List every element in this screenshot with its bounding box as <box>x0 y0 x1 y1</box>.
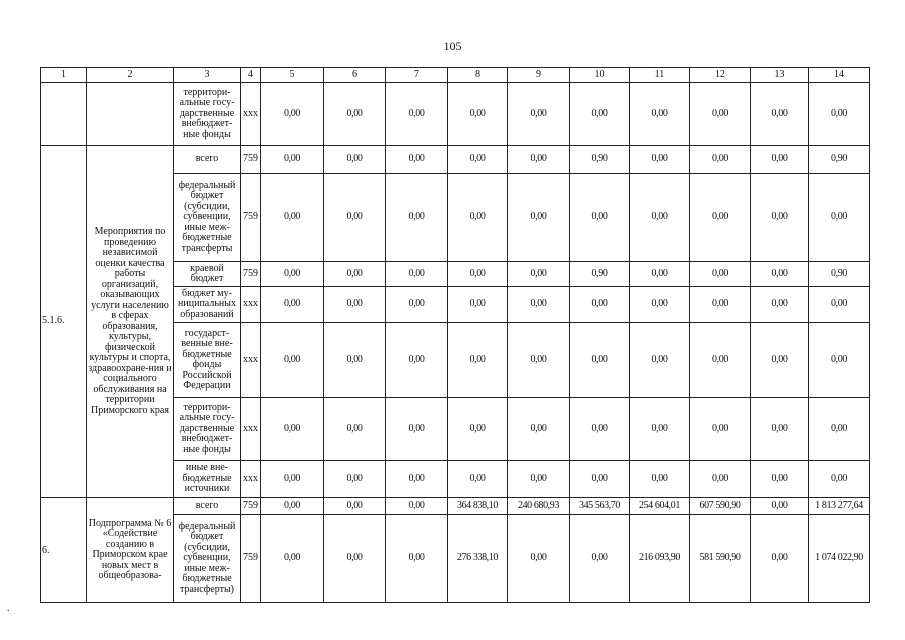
value-cell: 0,00 <box>630 323 690 398</box>
value-cell: 0,90 <box>570 262 630 287</box>
value-cell: 0,00 <box>261 287 324 323</box>
value-cell: 0,00 <box>261 515 324 603</box>
value-cell: 0,00 <box>809 398 870 461</box>
kbk-cell: 759 <box>241 174 261 262</box>
value-cell: 0,00 <box>324 498 386 515</box>
value-cell: 0,00 <box>386 398 448 461</box>
value-cell: 0,00 <box>690 323 751 398</box>
value-cell: 0,00 <box>751 398 809 461</box>
value-cell: 0,00 <box>448 287 508 323</box>
kbk-cell: ххх <box>241 287 261 323</box>
table-row <box>41 146 870 174</box>
value-cell: 0,00 <box>508 262 570 287</box>
source-cell: всего <box>174 146 241 174</box>
value-cell: 0,00 <box>448 146 508 174</box>
value-cell: 0,00 <box>630 262 690 287</box>
header-cell: 7 <box>386 68 448 83</box>
value-cell: 0,00 <box>751 498 809 515</box>
value-cell: 0,00 <box>690 83 751 146</box>
table-row <box>41 498 870 515</box>
value-cell: 0,00 <box>508 287 570 323</box>
value-cell: 0,00 <box>448 262 508 287</box>
row-code-6: 6. <box>41 498 87 603</box>
value-cell: 0,00 <box>751 461 809 498</box>
value-cell: 0,00 <box>386 262 448 287</box>
source-cell: всего <box>174 498 241 515</box>
value-cell: 0,00 <box>448 461 508 498</box>
value-cell: 0,00 <box>570 461 630 498</box>
header-cell: 6 <box>324 68 386 83</box>
value-cell: 0,00 <box>690 287 751 323</box>
header-cell: 14 <box>809 68 870 83</box>
value-cell: 0,90 <box>809 262 870 287</box>
value-cell: 0,00 <box>261 146 324 174</box>
value-cell: 216 093,90 <box>630 515 690 603</box>
value-cell: 0,00 <box>751 515 809 603</box>
value-cell: 607 590,90 <box>690 498 751 515</box>
value-cell: 0,00 <box>324 398 386 461</box>
value-cell: 0,00 <box>690 146 751 174</box>
value-cell: 0,00 <box>448 398 508 461</box>
value-cell: 345 563,70 <box>570 498 630 515</box>
page-number: 105 <box>443 39 462 53</box>
value-cell: 0,00 <box>386 498 448 515</box>
value-cell: 254 604,01 <box>630 498 690 515</box>
value-cell: 0,00 <box>809 174 870 262</box>
value-cell: 0,00 <box>508 146 570 174</box>
source-cell: иные вне-бюджетные источники <box>174 461 241 498</box>
value-cell: 0,00 <box>570 83 630 146</box>
value-cell: 0,00 <box>324 146 386 174</box>
value-cell: 0,00 <box>386 287 448 323</box>
value-cell: 0,00 <box>570 515 630 603</box>
header-cell: 12 <box>690 68 751 83</box>
value-cell: 0,00 <box>630 83 690 146</box>
header-row <box>41 68 870 83</box>
value-cell: 0,00 <box>630 461 690 498</box>
source-cell: федеральный бюджет (субсидии, субвенции, иные меж-бюджетные трансферты) <box>174 515 241 603</box>
value-cell: 0,00 <box>448 174 508 262</box>
value-cell: 0,00 <box>508 515 570 603</box>
source-cell: государст-венные вне-бюджетные фонды Российской Федерации <box>174 323 241 398</box>
header-cell: 2 <box>87 68 174 83</box>
value-cell: 0,00 <box>261 262 324 287</box>
kbk-cell: ххх <box>241 83 261 146</box>
value-cell: 0,00 <box>570 287 630 323</box>
value-cell: 0,00 <box>690 174 751 262</box>
row-name-5-1-6: Мероприятия по проведению независимой оценки качества работы организаций, оказывающих услуги населению в сферах образования, культуры, физической культуры и спорта, здравоохране-ния и социального обслуживания на территории Приморского края <box>87 146 174 498</box>
value-cell: 240 680,93 <box>508 498 570 515</box>
header-cell: 1 <box>41 68 87 83</box>
value-cell: 0,00 <box>630 287 690 323</box>
value-cell: 0,00 <box>809 323 870 398</box>
kbk-cell: 759 <box>241 146 261 174</box>
value-cell: 0,00 <box>261 398 324 461</box>
value-cell: 0,00 <box>386 461 448 498</box>
value-cell: 0,00 <box>630 146 690 174</box>
value-cell: 1 074 022,90 <box>809 515 870 603</box>
header-cell: 9 <box>508 68 570 83</box>
value-cell: 0,00 <box>809 461 870 498</box>
header-cell: 13 <box>751 68 809 83</box>
value-cell: 0,00 <box>261 498 324 515</box>
value-cell: 0,00 <box>324 515 386 603</box>
value-cell: 0,00 <box>630 398 690 461</box>
header-cell: 10 <box>570 68 630 83</box>
code-cell <box>41 83 87 146</box>
table-row <box>41 83 870 146</box>
value-cell: 581 590,90 <box>690 515 751 603</box>
value-cell: 0,00 <box>324 174 386 262</box>
value-cell: 0,00 <box>570 323 630 398</box>
row-code-5-1-6: 5.1.6. <box>41 146 87 498</box>
value-cell: 364 838,10 <box>448 498 508 515</box>
value-cell: 0,00 <box>751 146 809 174</box>
value-cell: 0,00 <box>448 323 508 398</box>
kbk-cell: ххх <box>241 461 261 498</box>
header-cell: 11 <box>630 68 690 83</box>
kbk-cell: 759 <box>241 262 261 287</box>
value-cell: 0,00 <box>508 461 570 498</box>
value-cell: 0,00 <box>508 83 570 146</box>
value-cell: 0,00 <box>809 287 870 323</box>
value-cell: 0,00 <box>751 287 809 323</box>
value-cell: 0,00 <box>386 174 448 262</box>
value-cell: 0,00 <box>508 398 570 461</box>
kbk-cell: ххх <box>241 398 261 461</box>
source-cell: краевой бюджет <box>174 262 241 287</box>
value-cell: 1 813 277,64 <box>809 498 870 515</box>
value-cell: 0,00 <box>261 461 324 498</box>
value-cell: 0,00 <box>386 146 448 174</box>
name-cell <box>87 83 174 146</box>
header-cell: 4 <box>241 68 261 83</box>
source-cell: территори-альные госу-дарственные внебюджет-ные фонды <box>174 83 241 146</box>
value-cell: 0,00 <box>508 323 570 398</box>
value-cell: 0,00 <box>324 262 386 287</box>
value-cell: 0,00 <box>751 174 809 262</box>
value-cell: 0,00 <box>690 262 751 287</box>
source-cell: территори-альные госу-дарственные внебюджет-ные фонды <box>174 398 241 461</box>
value-cell: 0,00 <box>324 287 386 323</box>
row-name-6: Подпрограмма № 6 «Содействие созданию в Приморском крае новых мест в общеобразова- <box>87 498 174 603</box>
kbk-cell: 759 <box>241 498 261 515</box>
value-cell: 0,00 <box>386 515 448 603</box>
value-cell: 0,00 <box>448 83 508 146</box>
value-cell: 276 338,10 <box>448 515 508 603</box>
budget-table <box>40 67 870 603</box>
value-cell: 0,00 <box>386 83 448 146</box>
kbk-cell: 759 <box>241 515 261 603</box>
value-cell: 0,00 <box>324 323 386 398</box>
value-cell: 0,00 <box>261 174 324 262</box>
value-cell: 0,90 <box>809 146 870 174</box>
value-cell: 0,00 <box>690 461 751 498</box>
value-cell: 0,00 <box>570 174 630 262</box>
value-cell: 0,00 <box>324 461 386 498</box>
value-cell: 0,00 <box>324 83 386 146</box>
value-cell: 0,00 <box>386 323 448 398</box>
source-cell: бюджет му-ниципальных образований <box>174 287 241 323</box>
value-cell: 0,00 <box>690 398 751 461</box>
value-cell: 0,90 <box>570 146 630 174</box>
value-cell: 0,00 <box>261 83 324 146</box>
value-cell: 0,00 <box>570 398 630 461</box>
value-cell: 0,00 <box>751 323 809 398</box>
value-cell: 0,00 <box>809 83 870 146</box>
value-cell: 0,00 <box>751 262 809 287</box>
value-cell: 0,00 <box>261 323 324 398</box>
source-cell: федеральный бюджет (субсидии, субвенции, иные меж-бюджетные трансферты <box>174 174 241 262</box>
value-cell: 0,00 <box>508 174 570 262</box>
header-cell: 3 <box>174 68 241 83</box>
value-cell: 0,00 <box>630 174 690 262</box>
stray-mark: . <box>7 603 10 614</box>
header-cell: 5 <box>261 68 324 83</box>
header-cell: 8 <box>448 68 508 83</box>
kbk-cell: ххх <box>241 323 261 398</box>
value-cell: 0,00 <box>751 83 809 146</box>
